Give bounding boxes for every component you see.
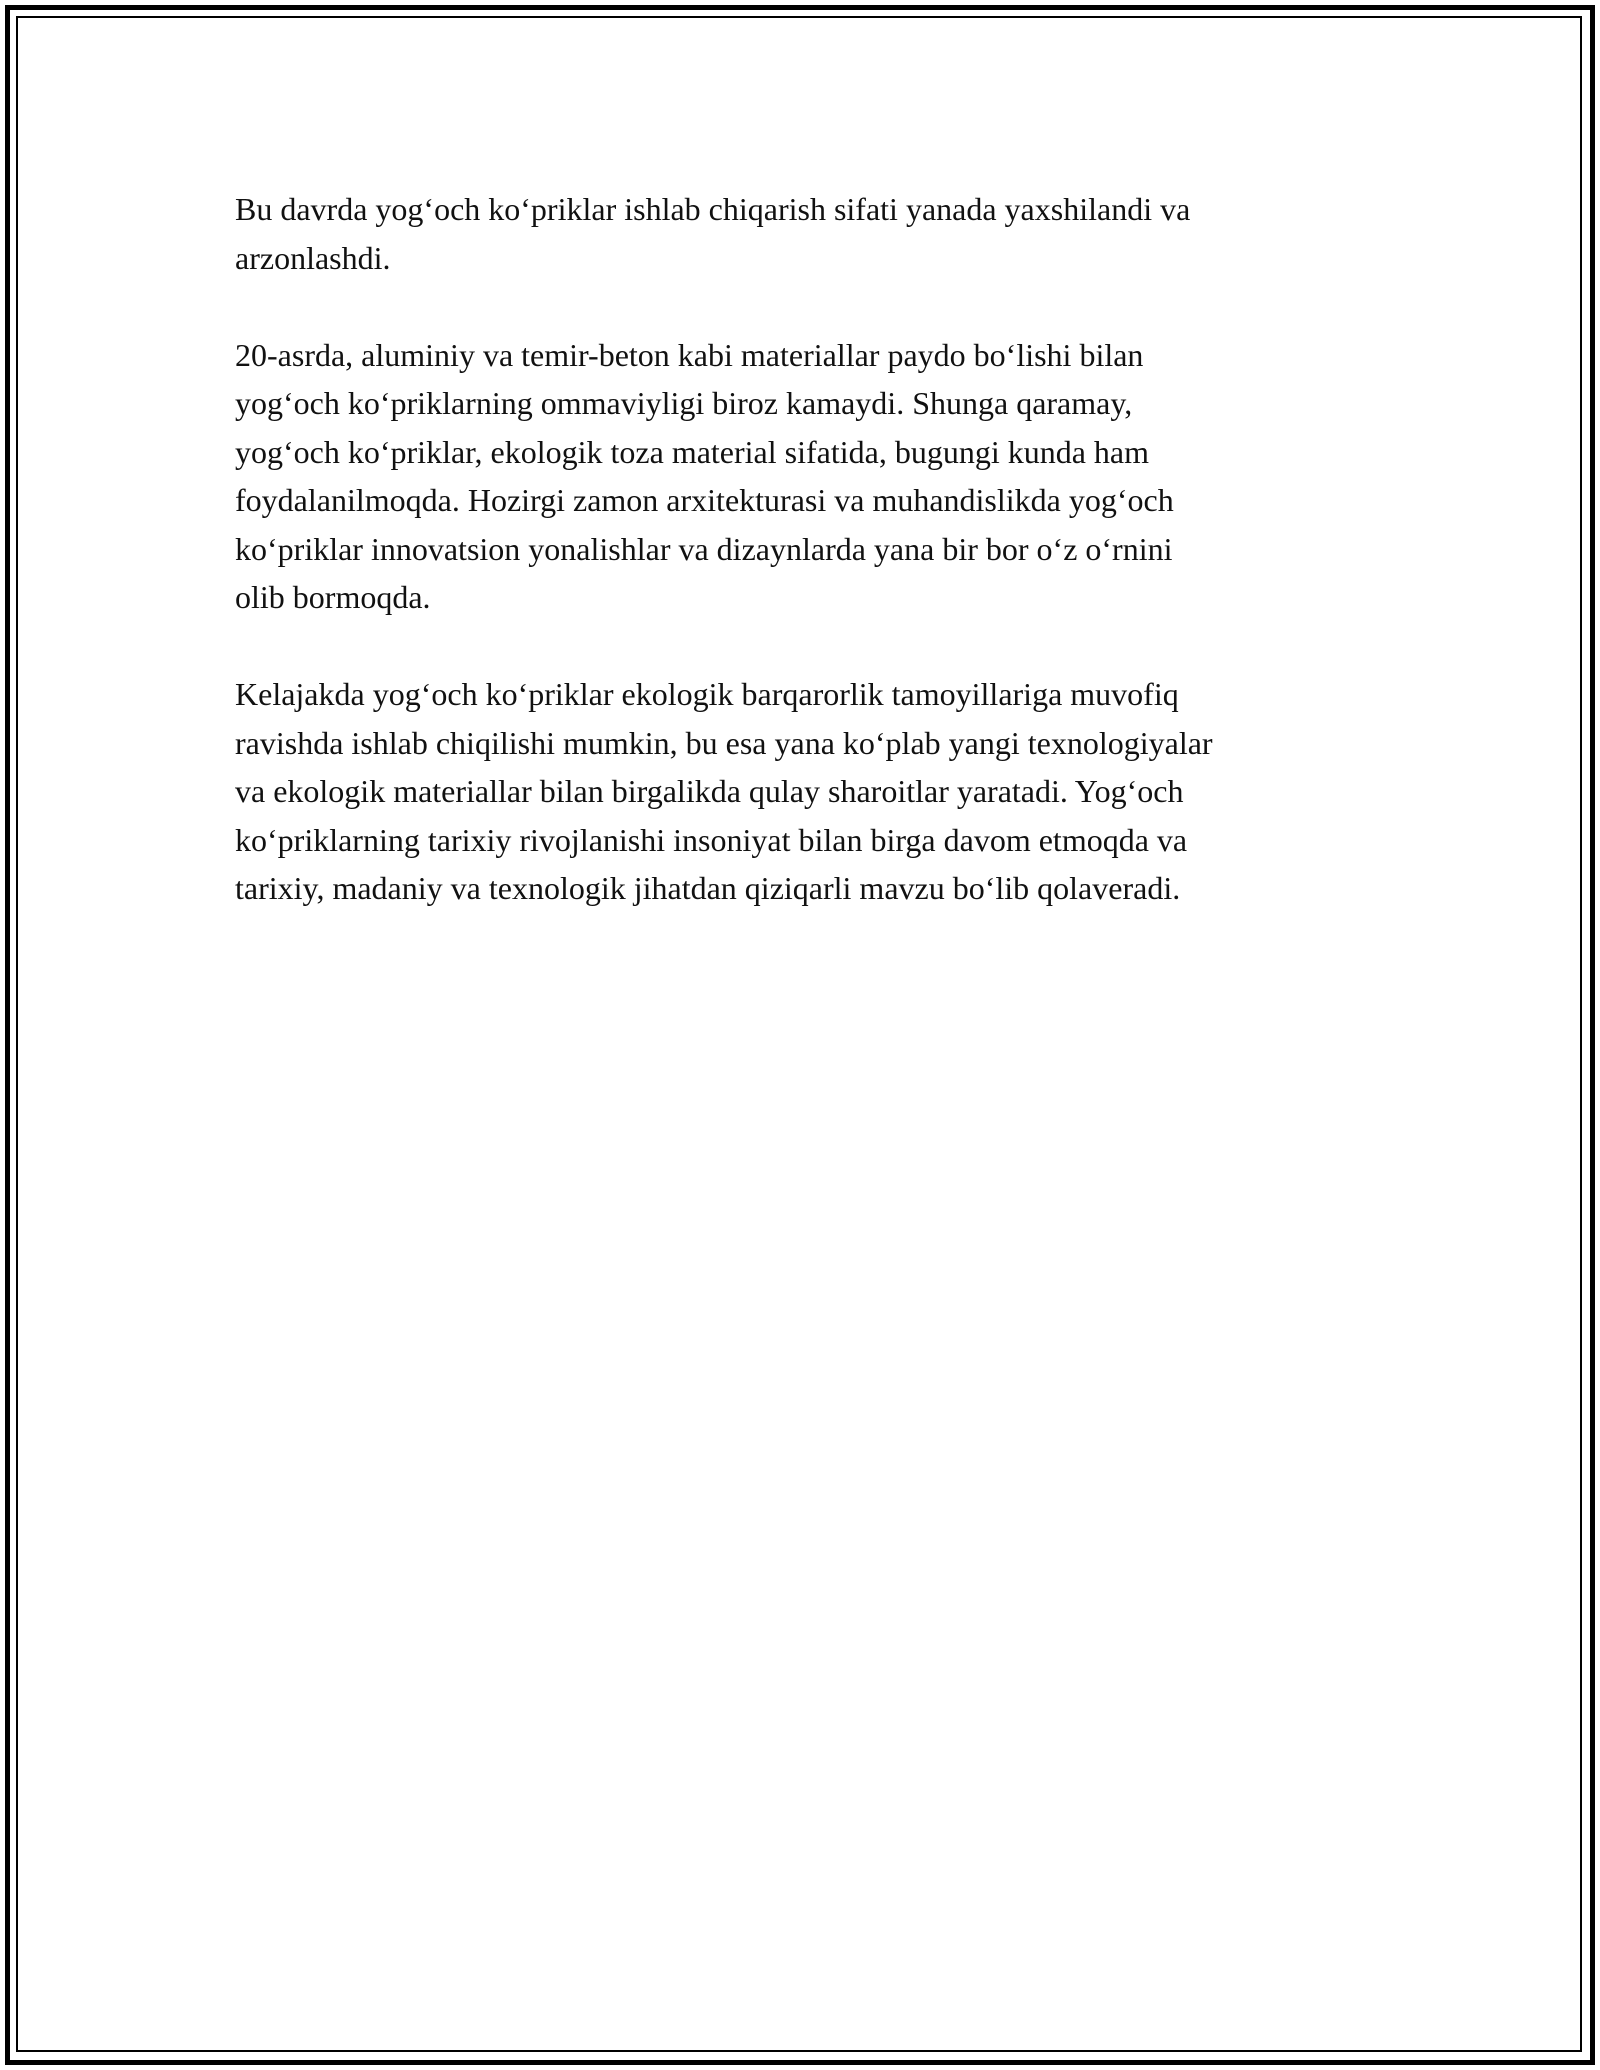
- document-body: [235, 185, 1375, 961]
- paragraph-1: Bu davrda yog‘och ko‘priklar ishlab chiqarish sifati yanada yaxshilandi va arzonlashdi.: [235, 191, 1191, 276]
- paragraph-2: 20-asrda, aluminiy va temir-beton kabi materiallar paydo bo‘lishi bilan yog‘och ko‘priklarning ommaviyligi biroz kamaydi. Shunga qaramay, yog‘och ko‘priklar, ekologik toza material sifatida, bugungi kunda ham foydalanilmoqda. Hozirgi zamon arxitekturasi va muhandislikda yog‘och ko‘priklar innovatsion yonalishlar va dizaynlarda yana bir bor o‘z o‘rnini olib bormoqda.: [235, 336, 1174, 615]
- paragraph-3: Kelajakda yog‘och ko‘priklar ekologik barqarorlik tamoyillariga muvofiq ravishda ishlab chiqilishi mumkin, bu esa yana ko‘plab yangi texnologiyalar va ekologik materiallar bilan birgalikda qulay sharoitlar yaratadi. Yog‘och ko‘priklarning tarixiy rivojlanishi insoniyat bilan birga davom etmoqda va tarixiy, madaniy va texnologik jihatdan qiziqarli mavzu bo‘lib qolaveradi.: [235, 676, 1213, 906]
